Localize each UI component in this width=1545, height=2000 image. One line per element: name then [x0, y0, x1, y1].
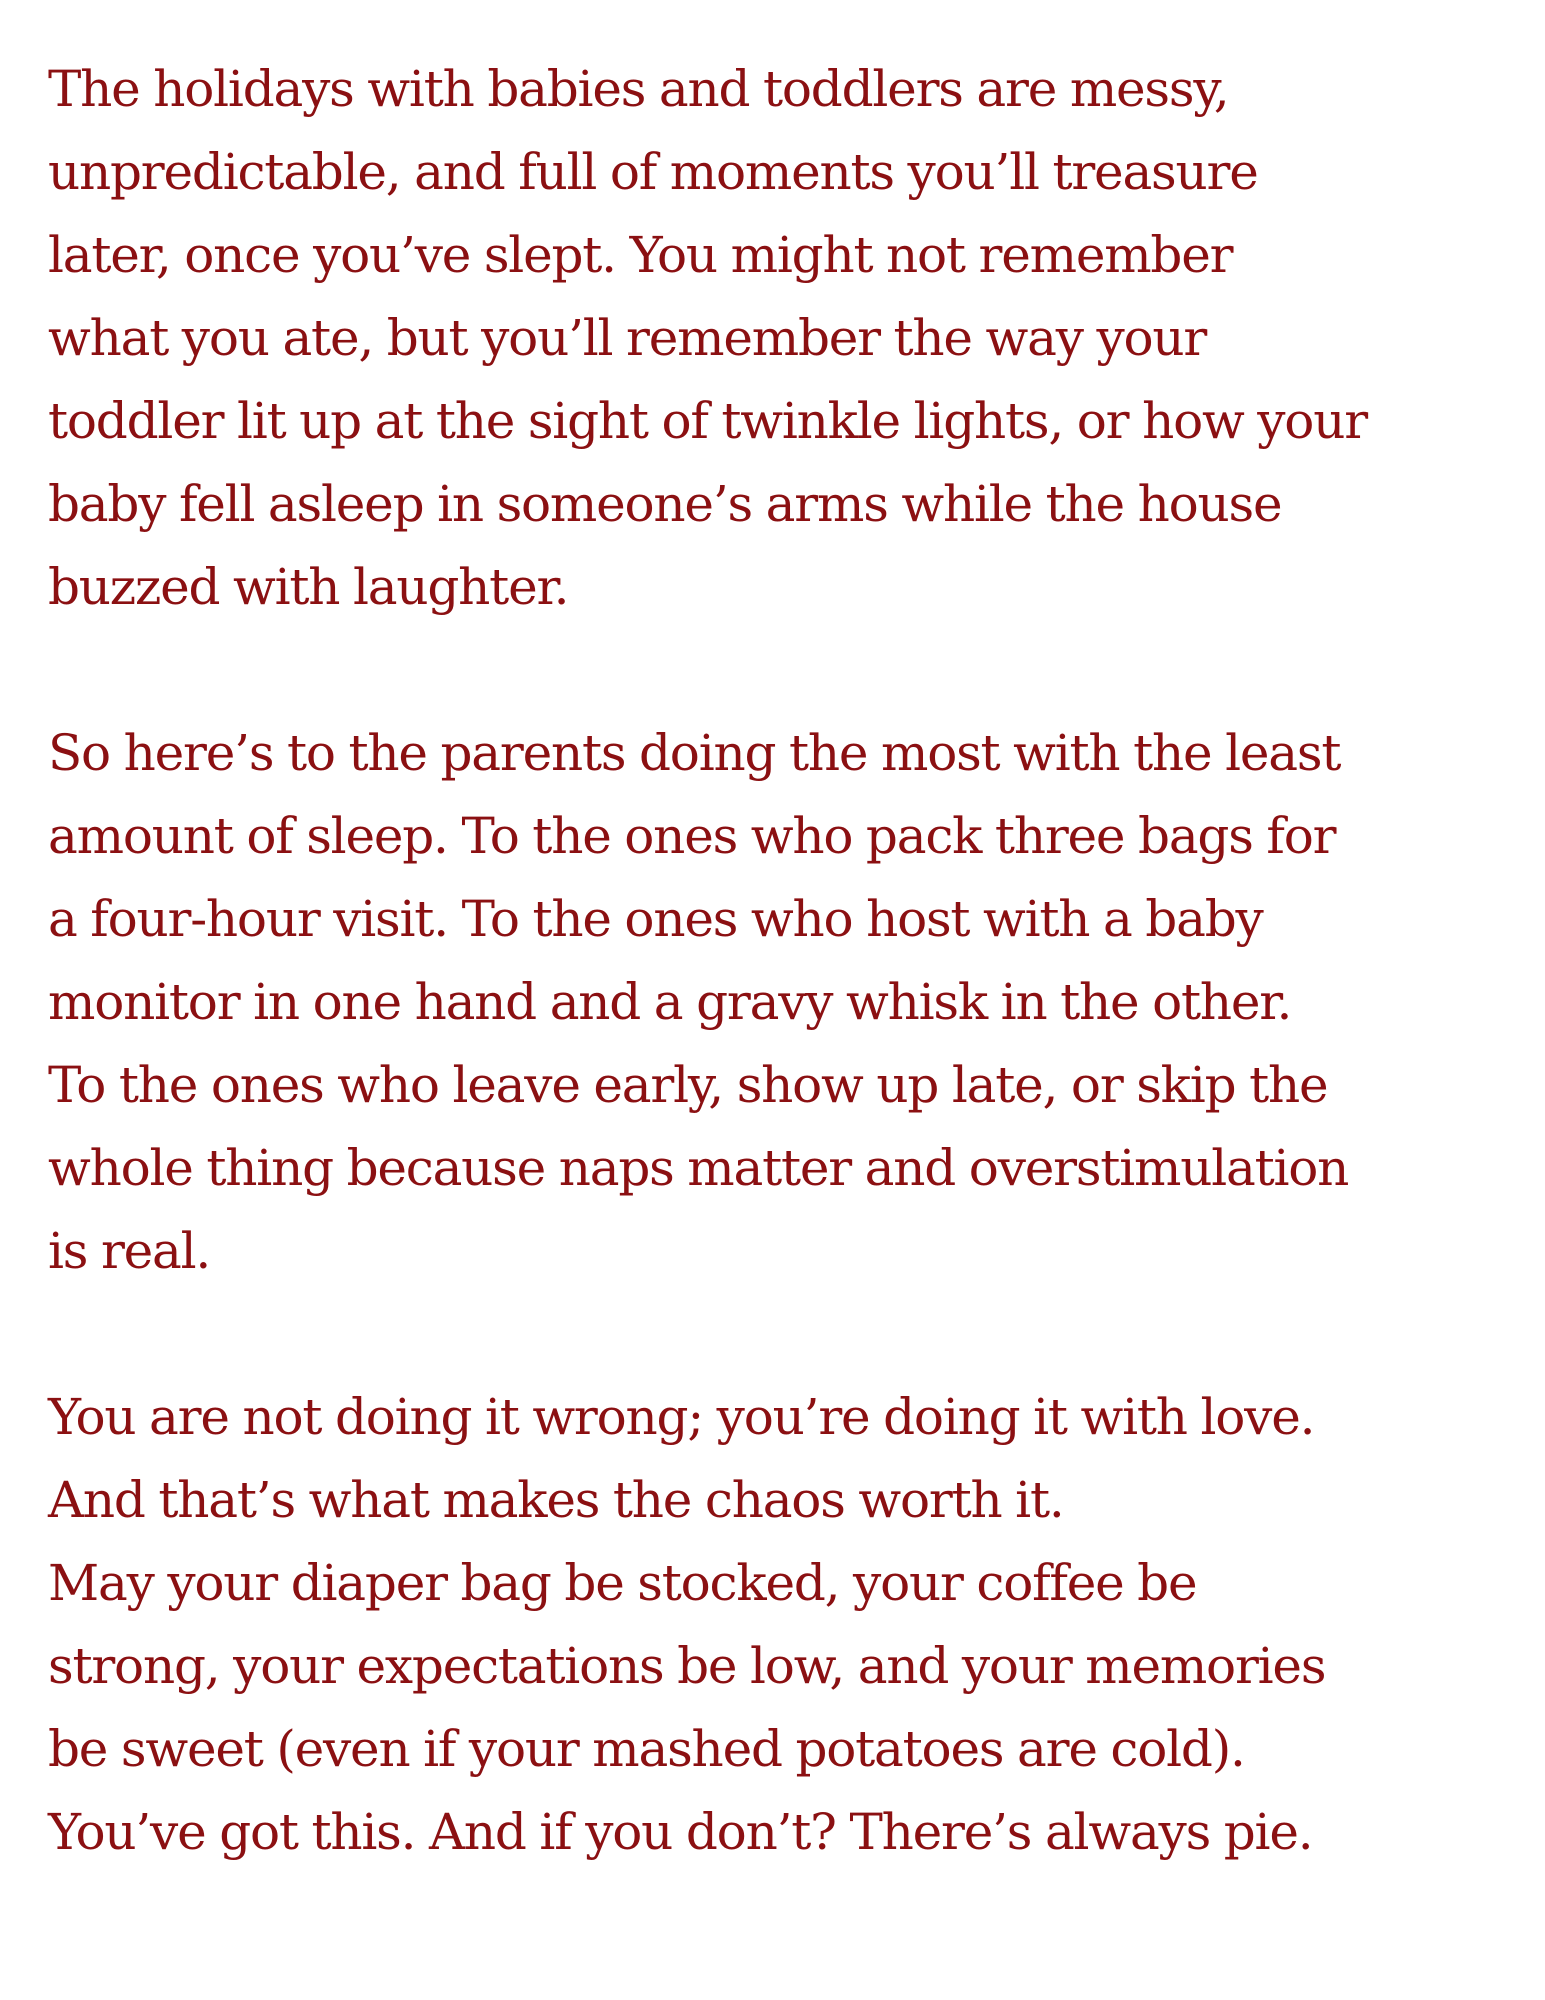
text-line: toddler lit up at the sight of twinkle lights, or how your: [48, 392, 1367, 450]
text-line: So here’s to the parents doing the most with the least: [48, 724, 1341, 782]
text-line: whole thing because naps matter and overstimulation: [48, 1139, 1349, 1197]
letter-body: [48, 48, 1508, 1874]
paragraph-spacer: [48, 629, 1508, 712]
text-line: is real.: [48, 1222, 211, 1280]
text-line: later, once you’ve slept. You might not remember: [48, 226, 1233, 284]
text-line: a four-hour visit. To the ones who host with a baby: [48, 890, 1263, 948]
text-line: be sweet (even if your mashed potatoes are cold).: [48, 1720, 1245, 1778]
text-line: baby fell asleep in someone’s arms while the house: [48, 475, 1282, 533]
text-line: You’ve got this. And if you don’t? There’s always pie.: [48, 1803, 1313, 1861]
text-line: The holidays with babies and toddlers are messy,: [48, 60, 1229, 118]
text-line: To the ones who leave early, show up late, or skip the: [48, 1056, 1328, 1114]
text-line: monitor in one hand and a gravy whisk in the other.: [48, 973, 1292, 1031]
text-line: And that’s what makes the chaos worth it.: [48, 1471, 1064, 1529]
paragraph-holidays: [48, 48, 1508, 629]
text-line: May your diaper bag be stocked, your coffee be: [48, 1554, 1197, 1612]
text-line: amount of sleep. To the ones who pack three bags for: [48, 807, 1336, 865]
text-line: unpredictable, and full of moments you’ll treasure: [48, 143, 1258, 201]
paragraph-closing: [48, 1376, 1508, 1874]
paragraph-parents: [48, 712, 1508, 1293]
text-line: strong, your expectations be low, and your memories: [48, 1637, 1326, 1695]
paragraph-spacer: [48, 1293, 1508, 1376]
text-line: buzzed with laughter.: [48, 558, 569, 616]
text-line: You are not doing it wrong; you’re doing it with love.: [48, 1388, 1315, 1446]
text-line: what you ate, but you’ll remember the way your: [48, 309, 1207, 367]
